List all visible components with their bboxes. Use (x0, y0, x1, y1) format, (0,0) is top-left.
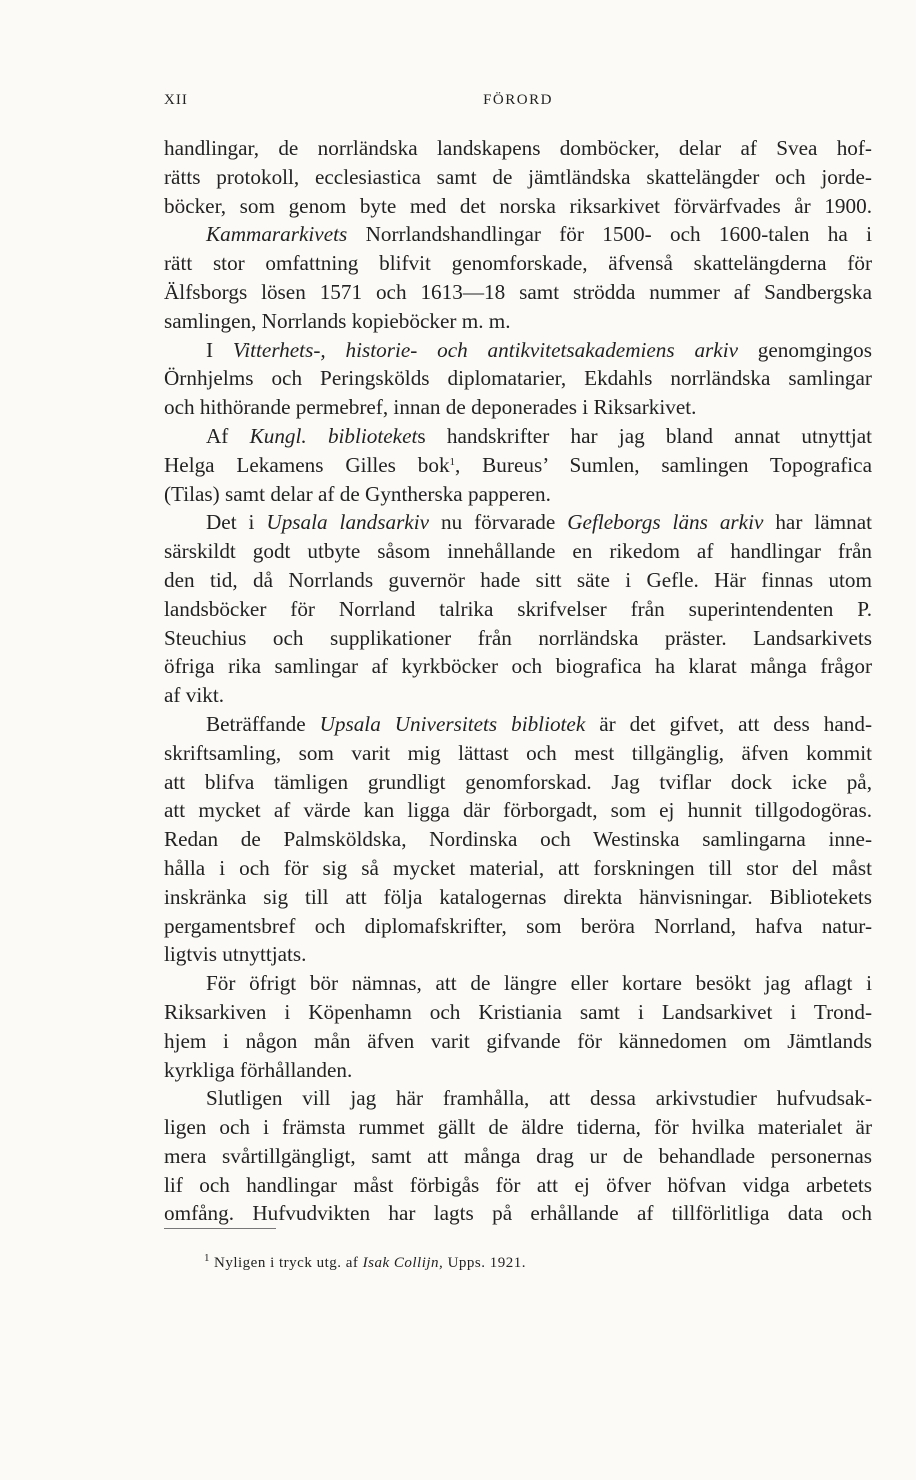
archive-name: Kammararkivets (206, 222, 348, 247)
text-line: ligtvis utnyttjats. (164, 942, 307, 967)
text-line: samlingen, Norrlands kopieböcker m. m. (164, 308, 511, 333)
footnote-author: Isak Collijn, (362, 1255, 444, 1271)
text-line: Slutligen vill jag här framhålla, att dessa arkivstudier hufvudsak- (206, 1086, 872, 1111)
text-line: landsböcker för Norrland talrika skrifvelser från superintendenten P. (164, 596, 872, 621)
footnote-divider (164, 1228, 276, 1229)
page-header (164, 92, 872, 116)
text-line: Beträffande Upsala Universitets bibliotek är det gifvet, att dess hand- (206, 711, 872, 736)
text-line: rätts protokoll, ecclesiastica samt de jämtländska skattelängder och jorde- (164, 164, 872, 189)
text-line: Redan de Palmsköldska, Nordinska och Westinska samlingarna inne- (164, 827, 872, 852)
text-line: Helga Lekamens Gilles bok$^1$, Bureus’ Sumlen, samlingen Topografica (164, 452, 872, 477)
text-line: Af Kungl. bibliotekets handskrifter har jag bland annat utnyttjat (206, 423, 873, 448)
archive-name: Gefleborgs läns arkiv (567, 510, 764, 535)
text-line: Steuchius och supplikationer från norrländska präster. Landsarkivets (164, 625, 872, 650)
text-line: hjem i någon mån äfven varit gifvande för kännedomen om Jämtlands (164, 1028, 872, 1053)
running-title: FÖRORD (483, 92, 553, 108)
text-line: handlingar, de norrländska landskapens domböcker, delar af Svea hof- (164, 136, 872, 160)
text-line: lif och handlingar måst förbigås för att ej öfver höfvan vidga arbetets (164, 1172, 872, 1197)
footnote: $^1$ Nyligen i tryck utg. af Isak Collijn, Upps. 1921. (204, 1252, 526, 1271)
text-line: kyrkliga förhållanden. (164, 1057, 353, 1082)
text-line: Kammararkivets Norrlandshandlingar för 1500- och 1600-talen ha i (206, 222, 872, 247)
text-line: (Tilas) samt delar af de Gyntherska papperen. (164, 481, 551, 506)
text-line: ligen och i främsta rummet gällt de äldre tiderna, för hvilka materialet är (164, 1115, 872, 1140)
text-line: af vikt. (164, 683, 225, 708)
text-line: att blifva tämligen grundligt genomforskad. Jag tviflar dock icke på, (164, 769, 872, 794)
archive-name: Vitterhets-, historie- och antikvitetsakademiens arkiv (232, 337, 738, 362)
text-line: inskränka sig till att följa katalogernas direkta hänvisningar. Bibliotekets (164, 884, 872, 909)
text-line: pergamentsbref och diplomafskrifter, som beröra Norrland, hafva natur- (164, 913, 872, 938)
text-line: För öfrigt bör nämnas, att de längre eller kortare besökt jag aflagt i (206, 971, 872, 996)
text-line: Örnhjelms och Peringskölds diplomatarier, Ekdahls norrländska samlingar (164, 366, 872, 391)
archive-name: Upsala Universitets bibliotek (319, 711, 586, 736)
text-line: Älfsborgs lösen 1571 och 1613—18 samt strödda nummer af Sandbergska (164, 279, 872, 304)
footnote-reference: 1 (449, 455, 456, 468)
archive-name: Kungl. biblioteket (249, 423, 418, 448)
text-line: att mycket af värde kan ligga där förborgadt, som ej hunnit tillgodogöras. (164, 798, 872, 823)
text-line: öfriga rika samlingar af kyrkböcker och biografica ha klarat många frågor (164, 654, 872, 679)
text-line: särskildt godt utbyte såsom innehållande en rikedom af handlingar från (164, 539, 872, 564)
text-line: hålla i och för sig så mycket material, att forskningen till stor del måst (164, 855, 872, 880)
text-line: och hithörande permebref, innan de deponerades i Riksarkivet. (164, 395, 697, 420)
text-line: den tid, då Norrlands guvernör hade sitt säte i Gefle. Här finnas utom (164, 567, 872, 592)
text-line: skriftsamling, som varit mig lättast och mest tillgänglig, äfven kommit (164, 740, 872, 765)
text-line: böcker, som genom byte med det norska riksarkivet förvärfvades år 1900. (164, 193, 872, 218)
text-line: omfång. Hufvudvikten har lagts på erhållande af tillförlitliga data och (164, 1201, 872, 1226)
text-line: mera svårtillgängligt, samt att många drag ur de behandlade personernas (164, 1143, 872, 1168)
text-line: rätt stor omfattning blifvit genomforskade, äfvenså skattelängderna för (164, 251, 872, 276)
text-line: Det i Upsala landsarkiv nu förvarade Gefleborgs läns arkiv har lämnat (206, 510, 872, 535)
footnote-marker: 1 (204, 1252, 210, 1264)
text-line: Riksarkiven i Köpenhamn och Kristiania samt i Landsarkivet i Trond- (164, 999, 872, 1024)
archive-name: Upsala landsarkiv (266, 510, 430, 535)
page-number: XII (164, 92, 188, 108)
body-text (164, 134, 872, 1228)
text-line: I Vitterhets-, historie- och antikvitetsakademiens arkiv genomgingos (206, 337, 872, 362)
